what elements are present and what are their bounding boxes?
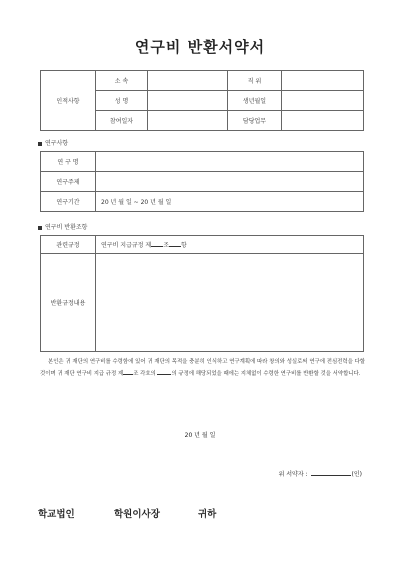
- footer-org: 학교법인: [38, 509, 75, 520]
- regulation-field[interactable]: 연구비 지급규정 제 조 항: [96, 236, 364, 254]
- research-topic-field[interactable]: [96, 172, 364, 192]
- personal-info-table: [40, 70, 364, 131]
- duty-label: 담당업무: [228, 111, 282, 131]
- position-label: 직 위: [228, 71, 282, 91]
- square-bullet-icon: [38, 142, 42, 146]
- personal-section-label: 인적사항: [41, 71, 96, 131]
- footer-chair: 학원이사장: [114, 509, 160, 520]
- refund-section-heading: 연구비 반환조항: [38, 222, 87, 231]
- date-line: 20 년 월 일: [184, 432, 216, 439]
- join-date-label: 참여일자: [96, 111, 148, 131]
- research-topic-label: 연구주제: [41, 172, 96, 192]
- duty-field[interactable]: [282, 111, 364, 131]
- research-name-field[interactable]: [96, 152, 364, 172]
- refund-content-label: 반환규정내용: [41, 254, 96, 352]
- refund-content-field[interactable]: [96, 254, 364, 352]
- join-date-field[interactable]: [148, 111, 228, 131]
- birthdate-label: 생년월일: [228, 91, 282, 111]
- research-section-heading: 연구사항: [38, 138, 68, 147]
- affiliation-label: 소 속: [96, 71, 148, 91]
- research-period-field[interactable]: 20 년 월 일 ~ 20 년 월 일: [96, 192, 364, 212]
- position-field[interactable]: [282, 71, 364, 91]
- birthdate-field[interactable]: [282, 91, 364, 111]
- regulation-label: 관련규정: [41, 236, 96, 254]
- affiliation-field[interactable]: [148, 71, 228, 91]
- document-title: 연구비 반환서약서: [134, 38, 266, 56]
- refund-table: [40, 235, 364, 352]
- pledge-text: 본인은 귀 재단의 연구비를 수령함에 있어 귀 재단의 목적을 충분히 인식하고 연구계획에 따라 창의와 성실로써 연구에 전심전력을 다할 것이며 귀 재단 연구비 지급 규정 제 조 각호의 의 규정에 해당되었을 때에는 지체없이 수령한 연구비를 반환할 것을 서약합니다.: [40, 359, 365, 377]
- research-period-label: 연구기간: [41, 192, 96, 212]
- signature-field[interactable]: [311, 475, 351, 476]
- signature-line: 위 서약자 : (인): [278, 471, 362, 478]
- name-label: 성 명: [96, 91, 148, 111]
- name-field[interactable]: [148, 91, 228, 111]
- research-table: [40, 151, 364, 212]
- square-bullet-icon: [38, 226, 42, 230]
- research-name-label: 연 구 명: [41, 152, 96, 172]
- footer-honorific: 귀하: [198, 509, 217, 520]
